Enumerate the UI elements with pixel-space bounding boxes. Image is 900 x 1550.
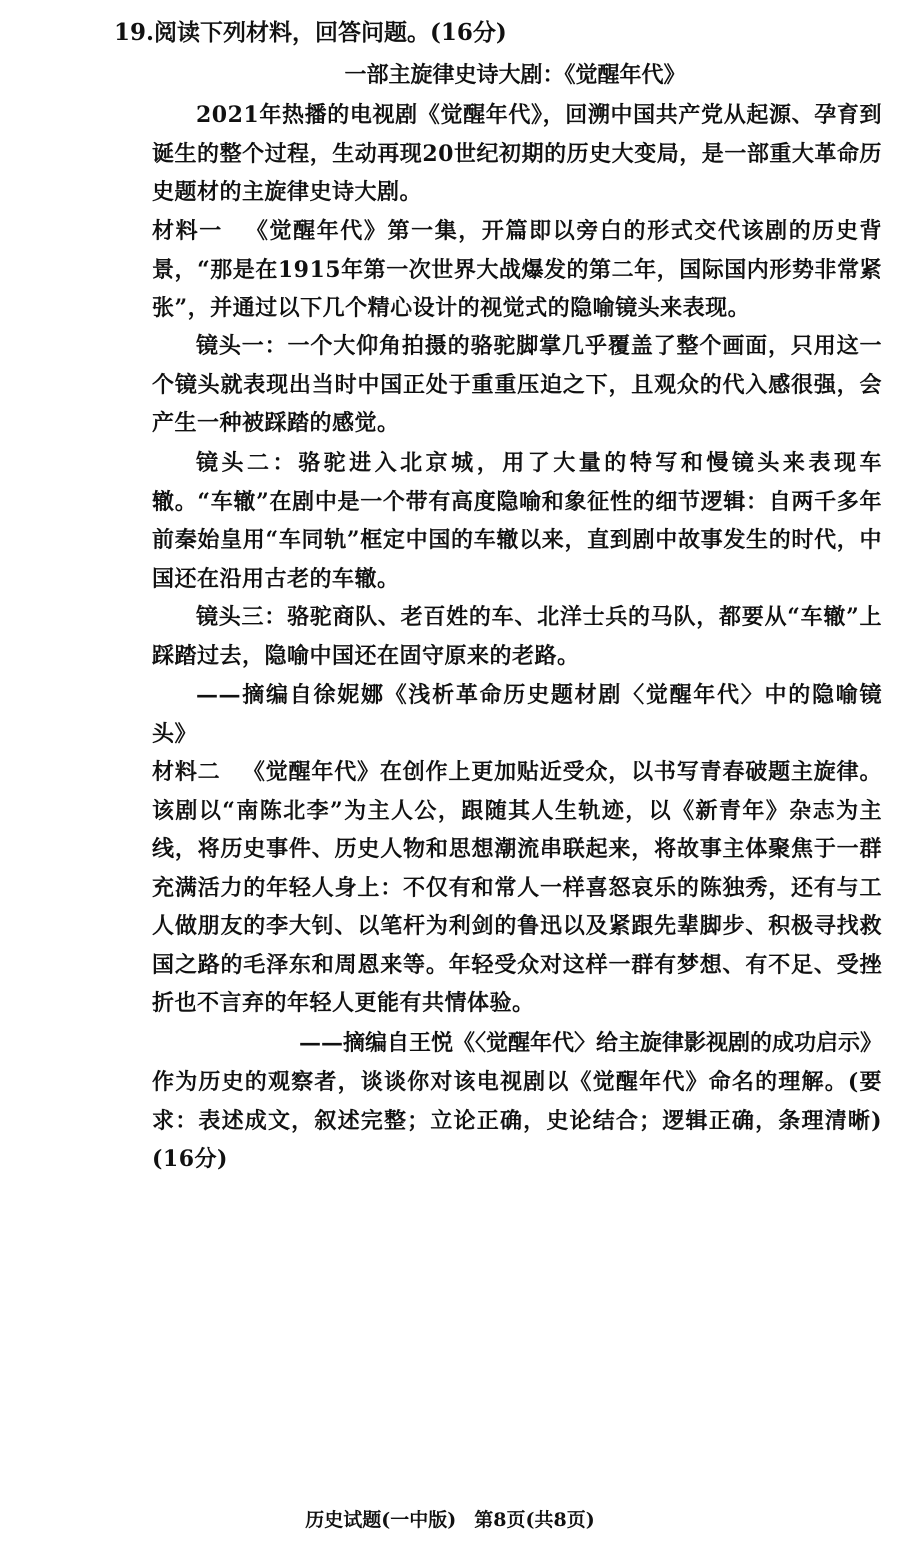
page-footer (0, 1506, 900, 1534)
material1-text: 《觉醒年代》第一集，开篇即以旁白的形式交代该剧的历史背景，“那是在1915年第一次世界大战爆发的第二年，国际国内形势非常紧张”，并通过以下几个精心设计的视觉式的隐喻镜头来表现。 (152, 218, 882, 321)
intro-paragraph: 2021年热播的电视剧《觉醒年代》，回溯中国共产党从起源、孕育到诞生的整个过程，生动再现20世纪初期的历史大变局，是一部重大革命历史题材的主旋律史诗大剧。 (152, 102, 882, 205)
material2-text: 《觉醒年代》在创作上更加贴近受众，以书写青春破题主旋律。该剧以“南陈北李”为主人公，跟随其人生轨迹，以《新青年》杂志为主线，将历史事件、历史人物和思想潮流串联起来，将故事主体聚焦于一群充满活力的年轻人身上：不仅有和常人一样喜怒哀乐的陈独秀，还有与工人做朋友的李大钊、以笔杆为利剑的鲁迅以及紧跟先辈脚步、积极寻找救国之路的毛泽东和周恩来等。年轻受众对这样一群有梦想、有不足、受挫折也不言弃的年轻人更能有共情体验。 (152, 759, 882, 1016)
question-title: 19.阅读下列材料，回答问题。(16分) (114, 19, 507, 46)
shot2-paragraph: 镜头二：骆驼进入北京城，用了大量的特写和慢镜头来表现车辙。“车辙”在剧中是一个带有高度隐喻和象征性的细节逻辑：自两千多年前秦始皇用“车同轨”框定中国的车辙以来，直到剧中故事发生的时代，中国还在沿用古老的车辙。 (152, 450, 882, 592)
material1-label: 材料一 (152, 218, 223, 244)
material1-paragraph (152, 212, 882, 328)
material2-paragraph (152, 753, 882, 1023)
material2-label: 材料二 (152, 759, 221, 785)
passage-heading: 一部主旋律史诗大剧：《觉醒年代》 (344, 62, 686, 88)
material2-source: ——摘编自王悦《〈觉醒年代〉给主旋律影视剧的成功启示》 (298, 1030, 882, 1056)
footer-subject: 历史试题(一中版) (305, 1509, 457, 1531)
shot1-paragraph: 镜头一：一个大仰角拍摄的骆驼脚掌几乎覆盖了整个画面，只用这一个镜头就表现出当时中国正处于重重压迫之下，且观众的代入感很强，会产生一种被踩踏的感觉。 (152, 333, 882, 436)
footer-page-number: 第8页(共8页) (474, 1509, 595, 1531)
material1-source: ——摘编自徐妮娜《浅析革命历史题材剧〈觉醒年代〉中的隐喻镜头》 (152, 682, 882, 747)
question-prompt: 作为历史的观察者，谈谈你对该电视剧以《觉醒年代》命名的理解。(要求：表述成文，叙述完整；立论正确，史论结合；逻辑正确，条理清晰)(16分) (152, 1069, 882, 1172)
shot3-paragraph: 镜头三：骆驼商队、老百姓的车、北洋士兵的马队，都要从“车辙”上踩踏过去，隐喻中国还在固守原来的老路。 (152, 604, 882, 669)
